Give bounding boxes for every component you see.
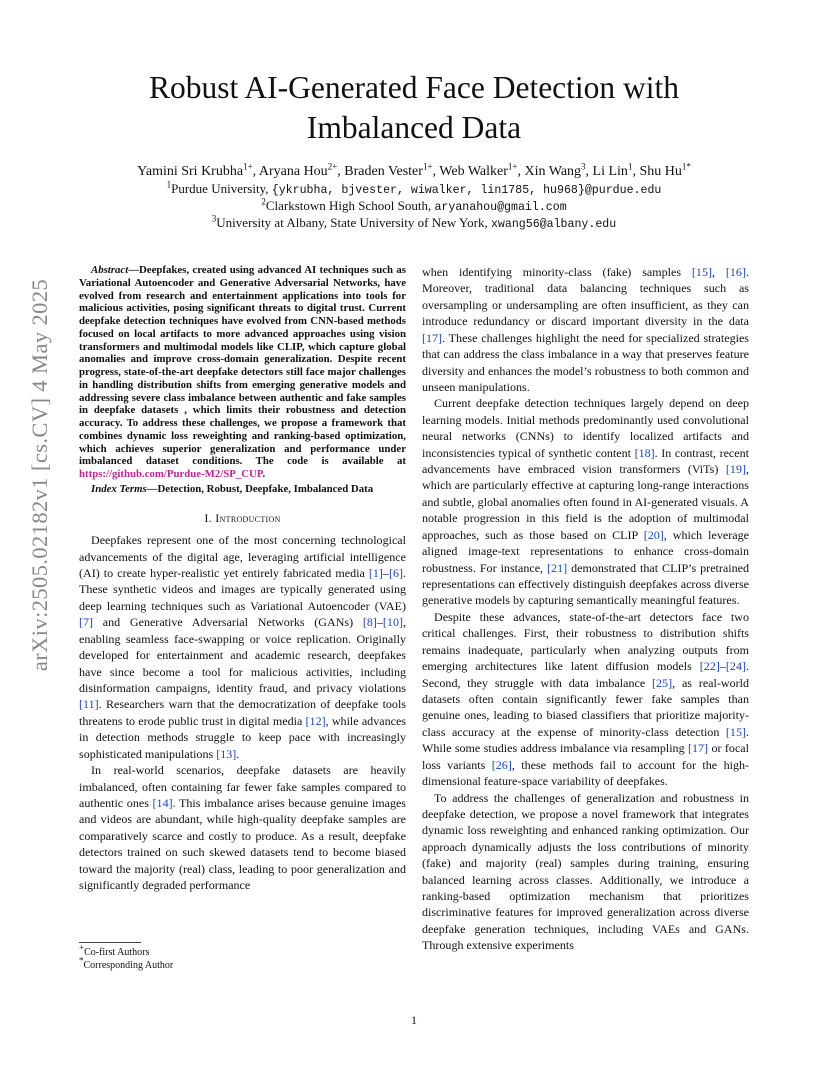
citation-link[interactable]: [21] xyxy=(547,560,568,575)
citation-link[interactable]: [8] xyxy=(362,615,377,630)
index-terms-label: Index Terms xyxy=(91,482,147,495)
citation-link[interactable]: [13] xyxy=(216,746,237,761)
footnote-rule xyxy=(79,942,141,943)
body-paragraph: Current deepfake detection techniques largely depend on deep learning models. Initial methods predominantly used convolutional neural networks (CNNs) to identify localized artifacts and inconsistencies typical of synthetic content [18]. In contrast, recent advancements have embraced vision transformers (ViTs) [19], which are particularly effective at capturing long-range interactions and subtle, global anomalies often found in AI-generated visuals. A notable progression in this field is the adoption of multimodal approaches, such as those based on CLIP [20], which leverage aligned image-text representations to enhance cross-domain robustness. For instance, [21] demonstrated that CLIP’s pretrained representations can effectively distinguish deepfakes across diverse generative models by capturing semantically meaningful features. xyxy=(422,396,749,608)
body-paragraph: when identifying minority-class (fake) samples [15], [16]. Moreover, traditional data balancing techniques such as oversampling or undersampling are often insufficient, as they can introduce redundancy or discard important diversity in the data [17]. These challenges highlight the need for specialized strategies that can address the class imbalance in a way that preserves feature diversity and enhances the model’s robustness to both common and unseen manipulations. xyxy=(422,265,749,394)
body-paragraph: To address the challenges of generalization and robustness in deepfake detection, we propose a novel framework that integrates dynamic loss reweighting and enhanced ranking optimization. Our approach dynamically adjusts the loss contributions of minority (fake) and majority (real) samples during training, ensuring balanced learning across classes. Additionally, we introduce a ranking-based optimization mechanism that prioritizes discriminative features for improved generalization across diverse deepfake generation techniques, including VAEs and GANs. Through extensive experiments xyxy=(422,790,749,953)
affiliation-email: aryanahou@gmail.com xyxy=(434,201,567,214)
code-link[interactable]: https://github.com/Purdue-M2/SP_CUP xyxy=(79,468,263,480)
citation-link[interactable]: [7] xyxy=(79,615,94,630)
citation-link[interactable]: [22] xyxy=(699,659,720,674)
title-line-1: Robust AI-Generated Face Detection with xyxy=(148,70,680,105)
affiliation-email: xwang56@albany.edu xyxy=(490,218,617,231)
citation-link[interactable]: [16] xyxy=(725,265,746,279)
right-column xyxy=(422,264,749,954)
author-affiliation-mark: 1 xyxy=(627,161,633,172)
abstract-text: —Deepfakes, created using advanced AI techniques such as Variational Autoencoder and Generative Adversarial Networks, have evolved from research and entertainment applications into tools for malicious activities, posing significant threats to digital trust. Current deepfake detection techniques have evolved from CNN-based methods focused on local artifacts to more advanced approaches using vision transformers and multimodal models like CLIP, which capture global anomalies and improve cross-domain generalization. Despite recent progress, state-of-the-art deepfake detectors still face major challenges in handling distribution shifts from emerging generative models and addressing severe class imbalance between authentic and fake samples in deepfake datasets , which limits their robustness and detection accuracy. To address these challenges, we propose a framework that combines dynamic loss reweighting and ranking-based optimization, which achieves superior generalization and performance under imbalanced dataset conditions. The code is available at xyxy=(79,264,406,468)
index-terms xyxy=(79,483,406,496)
footnotes xyxy=(79,942,406,972)
author-name: Web Walker xyxy=(439,164,508,179)
footnote-1: +Co-first Authors xyxy=(79,942,150,958)
author-name: Xin Wang xyxy=(524,164,582,179)
citation-link[interactable]: [10] xyxy=(382,615,403,630)
author-list: Yamini Sri Krubha$^{1+}$, Aryana Hou$^{2+}$, Braden Vester$^{1+}$, Web Walker$^{1+}$, Xin Wang$^3$, Li Lin$^1$, Shu $Hu^{1*}$ xyxy=(137,161,691,179)
author-name: Li Lin xyxy=(592,164,628,179)
author-affiliation-mark: 1+ xyxy=(243,161,253,172)
author-name: Braden Vester xyxy=(344,164,423,179)
citation-link[interactable]: [26] xyxy=(491,757,512,772)
author-name: Yamini Sri Krubha xyxy=(137,164,244,179)
author-name: Aryana Hou xyxy=(258,164,328,179)
citation-link[interactable]: [17] xyxy=(422,330,443,345)
citation-link[interactable]: [15] xyxy=(691,265,712,279)
right-body xyxy=(422,264,749,954)
citation-link[interactable]: [20] xyxy=(643,527,664,542)
citation-link[interactable]: [24] xyxy=(725,659,746,674)
author-affiliation-mark: 2+ xyxy=(327,161,338,172)
citation-link[interactable]: [14] xyxy=(152,795,173,810)
author-affiliation-mark: 1* xyxy=(681,161,691,172)
author-name: Shu Hu xyxy=(639,164,682,179)
citation-link[interactable]: [1] xyxy=(368,566,383,581)
affiliation-1: $^1$Purdue University, {ykrubha, bjvester, wiwalker, lin1785, hu968}@purdue.edu xyxy=(166,179,662,197)
author-affiliation-mark: 3 xyxy=(581,161,586,172)
left-column xyxy=(79,264,406,893)
body-paragraph: In real-world scenarios, deepfake datasets are heavily imbalanced, often containing far fewer fake samples compared to authentic ones [14]. This imbalance arises because genuine images and videos are abundant, while high-quality deepfake samples are comparatively scarce and costly to produce. As a result, deepfake detectors trained on such skewed datasets tend to become biased toward the majority (real) class, leading to poor generalization and significantly degraded performance xyxy=(79,763,406,893)
affiliation-3: $^3$University at Albany, State University of New York, xwang56@albany.edu xyxy=(211,213,617,231)
left-body xyxy=(79,532,406,893)
page-number: 1 xyxy=(411,1013,417,1027)
citation-link[interactable]: [19] xyxy=(725,462,746,477)
abstract-label: Abstract xyxy=(91,264,129,276)
affiliation-2: $^2$Clarkstown High School South, aryanahou@gmail.com xyxy=(261,196,567,214)
citation-link[interactable]: [25] xyxy=(652,675,673,690)
abstract: Abstract—Deepfakes, created using advanced AI techniques such as Variational Autoencoder and Generative Adversarial Networks, have evolved from research and entertainment applications into tools for malicious activities, posing significant threats to digital trust. Current deepfake detection techniques have evolved from CNN-based methods focused on local artifacts to more advanced approaches using vision transformers and multimodal models like CLIP, which capture global anomalies and improve cross-domain generalization. Despite recent progress, state-of-the-art deepfake detectors still face major challenges in handling distribution shifts from emerging generative models and addressing severe class imbalance between authentic and fake samples in deepfake datasets , which limits their robustness and detection accuracy. To address these challenges, we propose a framework that combines dynamic loss reweighting and ranking-based optimization, which achieves superior generalization and performance under imbalanced dataset conditions. The code is available at https://github.com/Purdue-M2/SP_CUP. xyxy=(79,264,406,480)
body-paragraph: Despite these advances, state-of-the-art detectors face two critical challenges. First, their robustness to distribution shifts remains inadequate, particularly when analyzing outputs from emerging architectures like latent diffusion models [22]–[24]. Second, they struggle with data imbalance [25], as real-world datasets often contain significantly fewer fake samples than genuine ones, leading to biased classifiers that prioritize majority-class accuracy at the expense of minority-class detection [15]. While some studies address imbalance via resampling [17] or focal loss variants [26], these methods fail to account for the high-dimensional feature-space variability of deepfakes. xyxy=(422,609,749,789)
title-line-2: Imbalanced Data xyxy=(306,110,522,145)
citation-link[interactable]: [6] xyxy=(388,566,403,581)
citation-link[interactable]: [15] xyxy=(725,724,746,739)
citation-link[interactable]: [12] xyxy=(305,713,326,728)
footnote-2: *Corresponding Author xyxy=(79,955,174,971)
citation-link[interactable]: [11] xyxy=(79,697,99,712)
arxiv-id: arXiv:2505.02182v1 [cs.CV] 4 May 2025 xyxy=(27,278,53,672)
citation-link[interactable]: [17] xyxy=(688,741,709,756)
index-terms-text: —Detection, Robust, Deepfake, Imbalanced Data xyxy=(146,482,374,495)
author-affiliation-mark: 1+ xyxy=(422,161,433,172)
affiliation-email: {ykrubha, bjvester, wiwalker, lin1785, hu968}@purdue.edu xyxy=(271,184,662,197)
arxiv-watermark xyxy=(22,270,58,680)
paper-title xyxy=(100,68,728,148)
body-paragraph: Deepfakes represent one of the most concerning technological advancements of the digital age, leveraging artificial intelligence (AI) to create hyper-realistic yet entirely fabricated media [1]–[6]. These synthetic videos and images are typically generated using deep learning techniques such as Variational Autoencoder (VAE) [7] and Generative Adversarial Networks (GANs) [8]–[10], enabling seamless face-swapping or voice replication. Originally developed for entertainment and academic research, deepfakes have since become a tool for malicious activities, including disinformation campaigns, identity fraud, and privacy violations [11]. Researchers warn that the democratization of deepfake tools threatens to erode public trust in digital media [12], while advances in detection methods struggle to keep pace with increasingly sophisticated manipulations [13]. xyxy=(79,533,406,761)
section-heading: I. Introduction xyxy=(204,510,281,525)
citation-link[interactable]: [18] xyxy=(634,445,655,460)
author-affiliation-mark: 1+ xyxy=(507,161,518,172)
